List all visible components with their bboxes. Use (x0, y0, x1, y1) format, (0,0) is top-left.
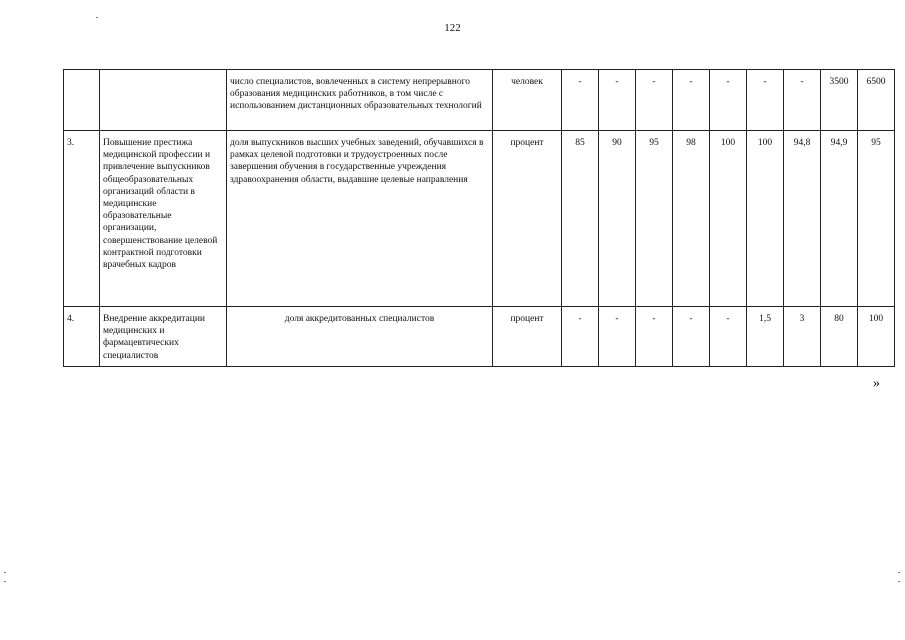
value-cell: 3500 (821, 70, 858, 131)
indicators-table (63, 69, 895, 367)
value-cell: - (710, 307, 747, 367)
value-cell: 100 (858, 307, 895, 367)
measure-name: Повышение престижа медицинской профессии и привлечение выпускников общеобразовательных организаций области в медицинские образовательные организации, совершенствование целевой контрактной подготовки врачебных кадров (100, 131, 227, 307)
unit-cell: человек (493, 70, 562, 131)
value-cell: 100 (710, 131, 747, 307)
value-cell: - (673, 307, 710, 367)
value-cell: - (673, 70, 710, 131)
row-index: 4. (64, 307, 100, 367)
table-row (64, 307, 895, 367)
page-number: 122 (444, 22, 461, 34)
value-cell: 3 (784, 307, 821, 367)
value-cell: - (747, 70, 784, 131)
value-cell: 94,9 (821, 131, 858, 307)
table-row (64, 131, 895, 307)
unit-cell: процент (493, 307, 562, 367)
value-cell: 94,8 (784, 131, 821, 307)
scan-speck (4, 581, 6, 582)
indicator-text: доля выпускников высших учебных заведений, обучавшихся в рамках целевой подготовки и трудоустроенных после завершения обучения в государственные учреждения здравоохранения области, выдавшие целевые направления (227, 131, 493, 307)
value-cell: 6500 (858, 70, 895, 131)
value-cell: - (636, 70, 673, 131)
scan-speck (4, 572, 6, 573)
value-cell: - (784, 70, 821, 131)
closing-quote-mark: » (873, 376, 880, 391)
value-cell: - (562, 307, 599, 367)
scan-speck (96, 17, 98, 18)
unit-cell: процент (493, 131, 562, 307)
value-cell: 100 (747, 131, 784, 307)
indicator-text: число специалистов, вовлеченных в систему непрерывного образования медицинских работников, в том числе с использованием дистанционных образовательных технологий (227, 70, 493, 131)
row-index: 3. (64, 131, 100, 307)
value-cell: 95 (858, 131, 895, 307)
indicator-text: доля аккредитованных специалистов (227, 307, 493, 367)
scan-speck (898, 581, 900, 582)
value-cell: - (599, 70, 636, 131)
scan-speck (898, 572, 900, 573)
value-cell: 1,5 (747, 307, 784, 367)
value-cell: - (710, 70, 747, 131)
measure-name: Внедрение аккредитации медицинских и фармацевтических специалистов (100, 307, 227, 367)
value-cell: 98 (673, 131, 710, 307)
value-cell: - (636, 307, 673, 367)
value-cell: 90 (599, 131, 636, 307)
measure-name (100, 70, 227, 131)
value-cell: - (562, 70, 599, 131)
row-index (64, 70, 100, 131)
table-row (64, 70, 895, 131)
value-cell: 95 (636, 131, 673, 307)
value-cell: - (599, 307, 636, 367)
value-cell: 85 (562, 131, 599, 307)
value-cell: 80 (821, 307, 858, 367)
